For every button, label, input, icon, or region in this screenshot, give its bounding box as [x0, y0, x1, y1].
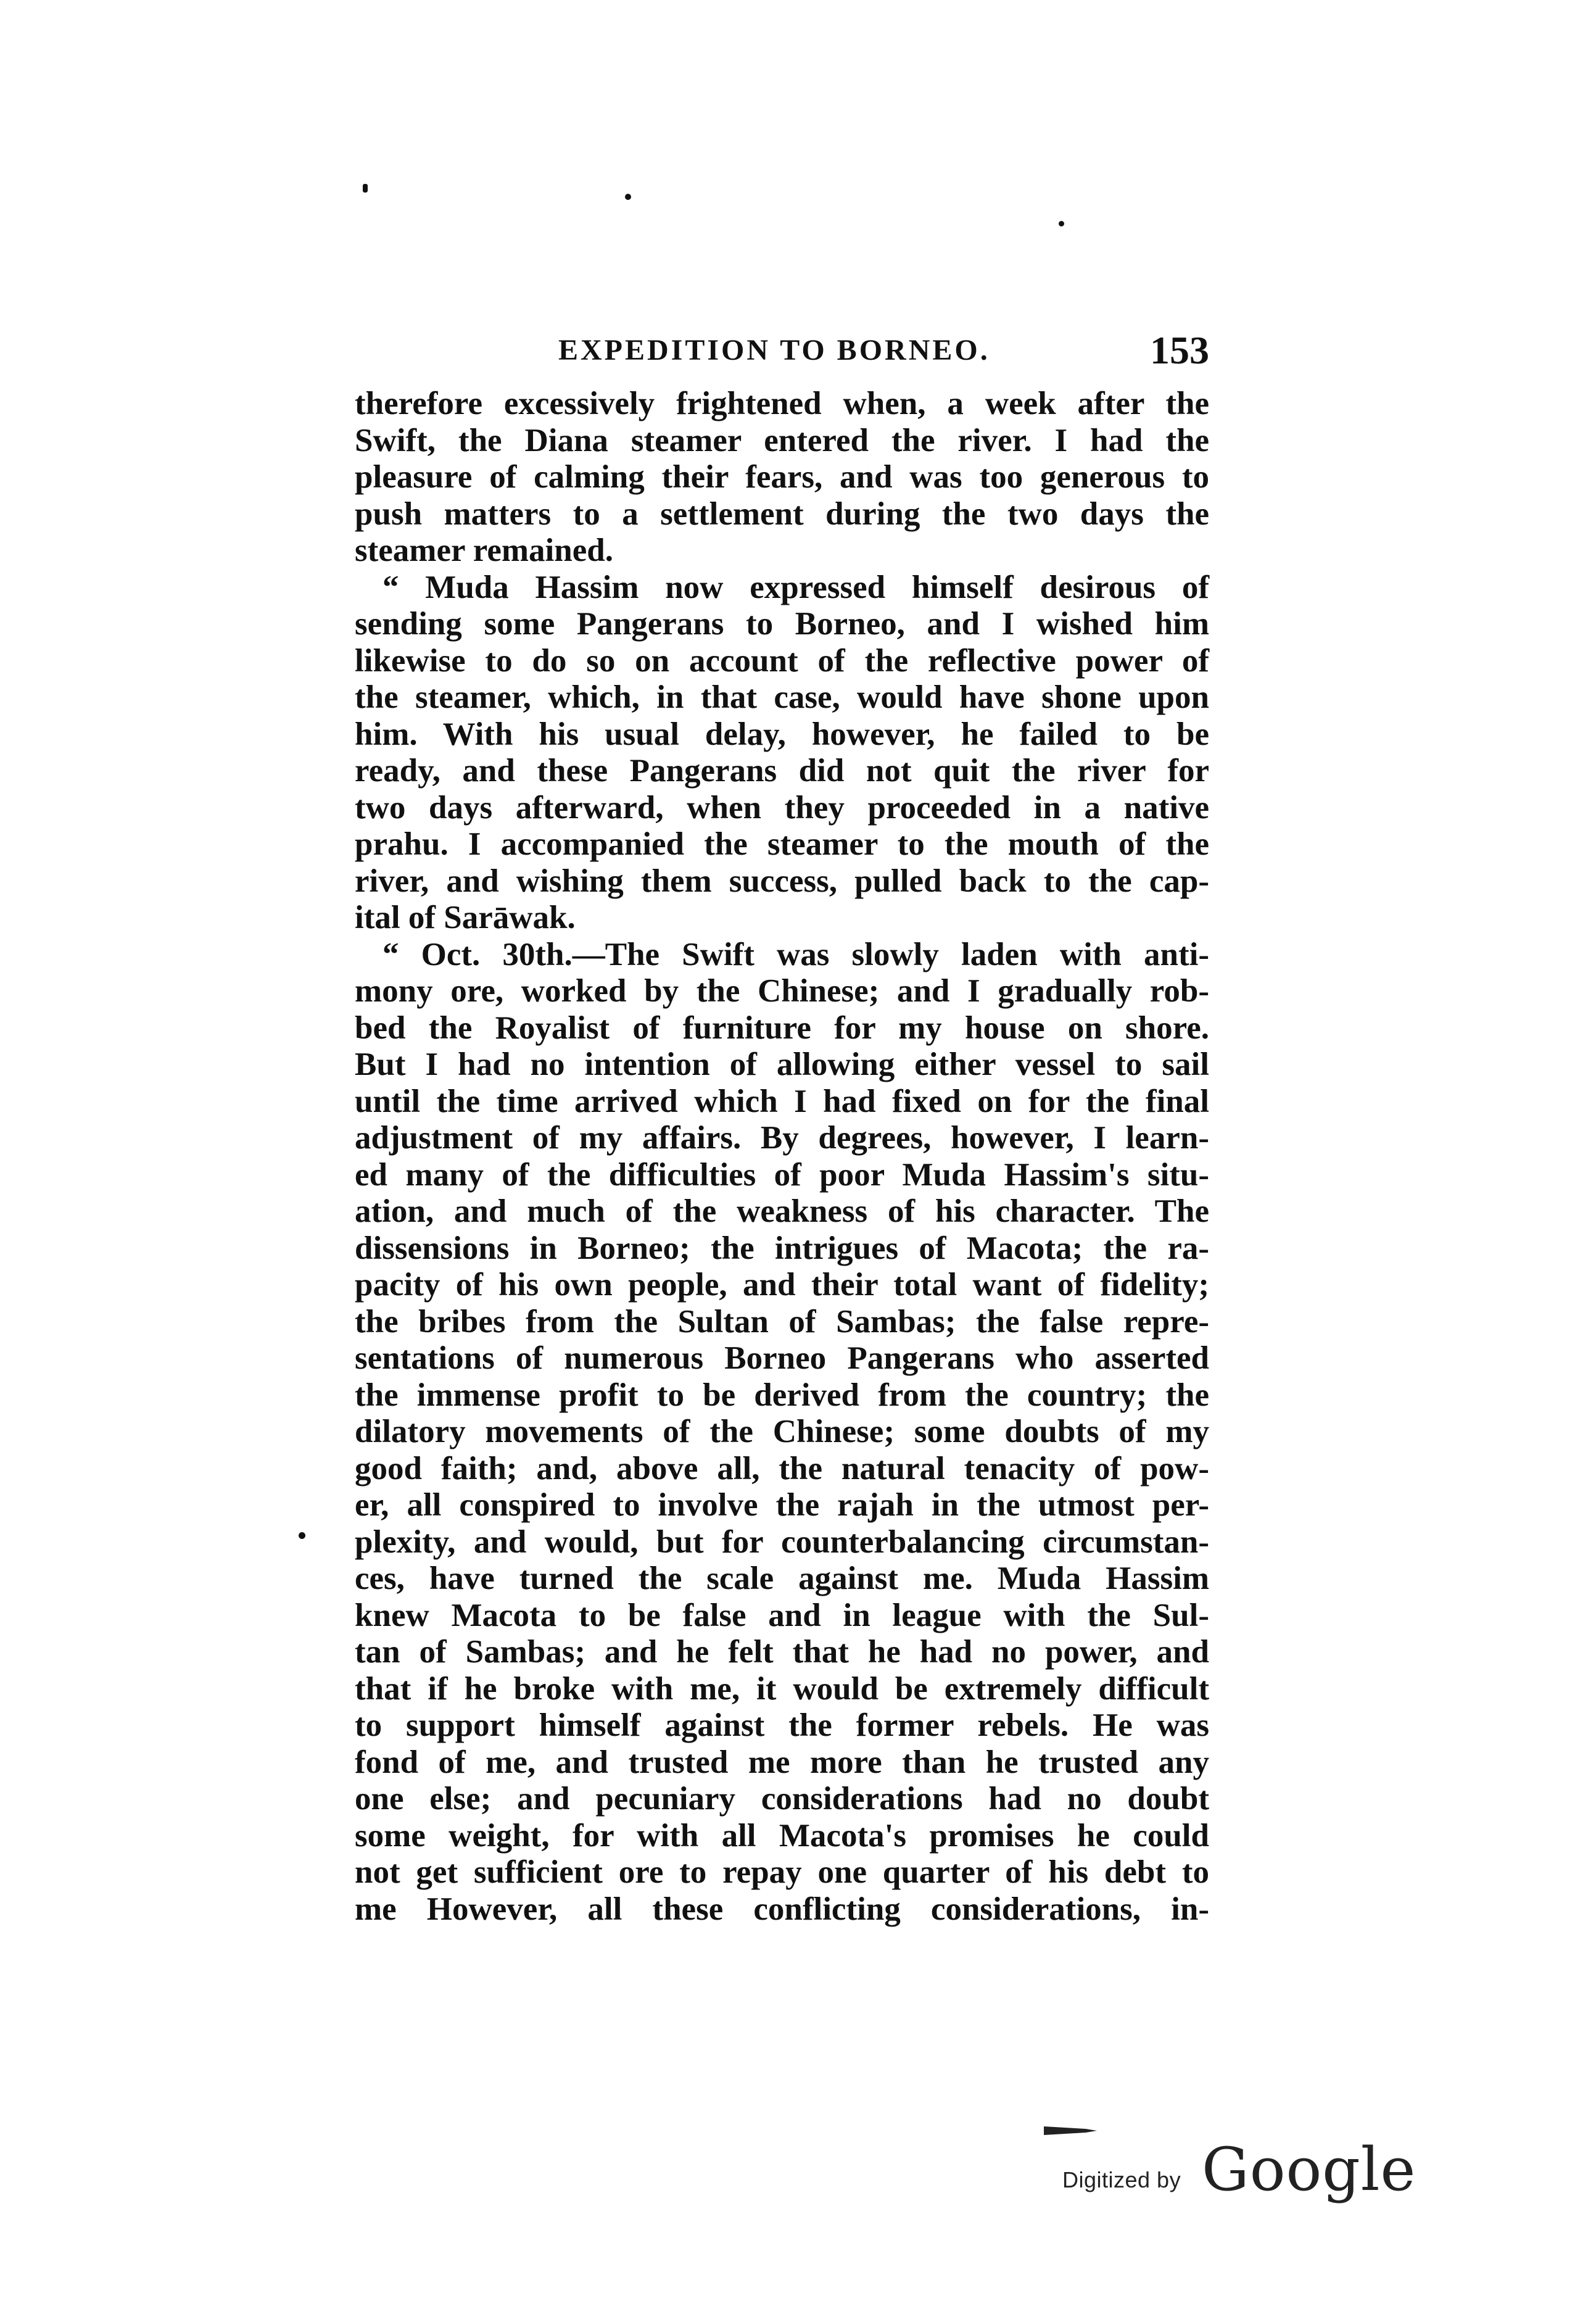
- text-line: prahu. I accompanied the steamer to the mouth of the: [355, 826, 1209, 862]
- text-line: that if he broke with me, it would be extremely difficult: [355, 1670, 1209, 1707]
- scan-speck: [625, 194, 631, 200]
- text-line: steamer remained.: [355, 533, 613, 568]
- text-line: therefore excessively frightened when, a week after the: [355, 386, 1209, 421]
- text-line: likewise to do so on account of the reflective power of: [355, 642, 1209, 679]
- text-line: one else; and pecuniary considerations had no doubt: [355, 1781, 1209, 1817]
- text-line: “ Oct. 30th.—The Swift was slowly laden with anti-: [382, 936, 1209, 972]
- text-line: the immense profit to be derived from the country; the: [355, 1377, 1209, 1413]
- text-line: river, and wishing them success, pulled back to the cap-: [355, 863, 1209, 899]
- text-line: tan of Sambas; and he felt that he had no power, and: [355, 1634, 1209, 1670]
- text-line: good faith; and, above all, the natural tenacity of pow-: [355, 1450, 1209, 1486]
- scan-speck: [363, 184, 368, 193]
- text-line: ation, and much of the weakness of his character. The: [355, 1193, 1209, 1229]
- text-line: mony ore, worked by the Chinese; and I gradually rob-: [355, 973, 1209, 1009]
- text-line: ed many of the difficulties of poor Muda Hassim's situ-: [355, 1156, 1209, 1193]
- text-line: some weight, for with all Macota's promises he could: [355, 1817, 1209, 1854]
- text-line: ces, have turned the scale against me. Muda Hassim: [355, 1561, 1209, 1596]
- text-line: But I had no intention of allowing either vessel to sail: [355, 1047, 1209, 1082]
- text-line: the steamer, which, in that case, would have shone upon: [355, 679, 1209, 715]
- scan-speck: [1059, 221, 1064, 226]
- text-line: plexity, and would, but for counterbalancing circumstan-: [355, 1524, 1209, 1560]
- text-line: the bribes from the Sultan of Sambas; the false repre-: [355, 1303, 1209, 1340]
- text-line: fond of me, and trusted me more than he trusted any: [355, 1744, 1209, 1780]
- text-line: him. With his usual delay, however, he failed to be: [355, 716, 1209, 752]
- digitized-by-text: Digitized by: [1062, 2167, 1181, 2192]
- text-line: push matters to a settlement during the two days the: [355, 495, 1209, 532]
- scan-speck: [299, 1532, 305, 1539]
- page-header: [355, 315, 1209, 370]
- text-line: er, all conspired to involve the rajah in the utmost per-: [355, 1487, 1209, 1523]
- digitized-by-google-stamp: [1043, 2123, 1416, 2204]
- text-line: adjustment of my affairs. By degrees, however, I learn-: [355, 1120, 1209, 1156]
- text-line: pacity of his own people, and their total want of fidelity;: [355, 1267, 1209, 1303]
- text-line: knew Macota to be false and in league with the Sul-: [355, 1597, 1209, 1633]
- text-line: sending some Pangerans to Borneo, and I wished him: [355, 606, 1209, 642]
- text-line: me However, all these conflicting considerations, in-: [355, 1891, 1209, 1927]
- text-line: Swift, the Diana steamer entered the river. I had the: [355, 422, 1209, 458]
- text-line: dilatory movements of the Chinese; some doubts of my: [355, 1414, 1209, 1449]
- text-line: not get sufficient ore to repay one quarter of his debt to: [355, 1854, 1209, 1890]
- text-line: sentations of numerous Borneo Pangerans who asserted: [355, 1340, 1209, 1376]
- text-line: “ Muda Hassim now expressed himself desirous of: [382, 569, 1209, 605]
- running-head: EXPEDITION TO BORNEO.: [558, 334, 990, 367]
- text-line: ital of Sarāwak.: [355, 900, 576, 935]
- arrow-icon: [1043, 2123, 1098, 2139]
- text-line: bed the Royalist of furniture for my house on shore.: [355, 1010, 1209, 1046]
- text-line: until the time arrived which I had fixed on for the final: [355, 1083, 1209, 1119]
- text-line: two days afterward, when they proceeded in a native: [355, 789, 1209, 826]
- body-text: [355, 386, 1209, 1928]
- text-line: pleasure of calming their fears, and was too generous to: [355, 459, 1209, 495]
- text-line: ready, and these Pangerans did not quit the river for: [355, 753, 1209, 789]
- text-line: to support himself against the former rebels. He was: [355, 1707, 1209, 1743]
- text-line: dissensions in Borneo; the intrigues of Macota; the ra-: [355, 1230, 1209, 1266]
- google-wordmark: Google: [1202, 2135, 1416, 2204]
- page-number: 153: [1150, 328, 1209, 372]
